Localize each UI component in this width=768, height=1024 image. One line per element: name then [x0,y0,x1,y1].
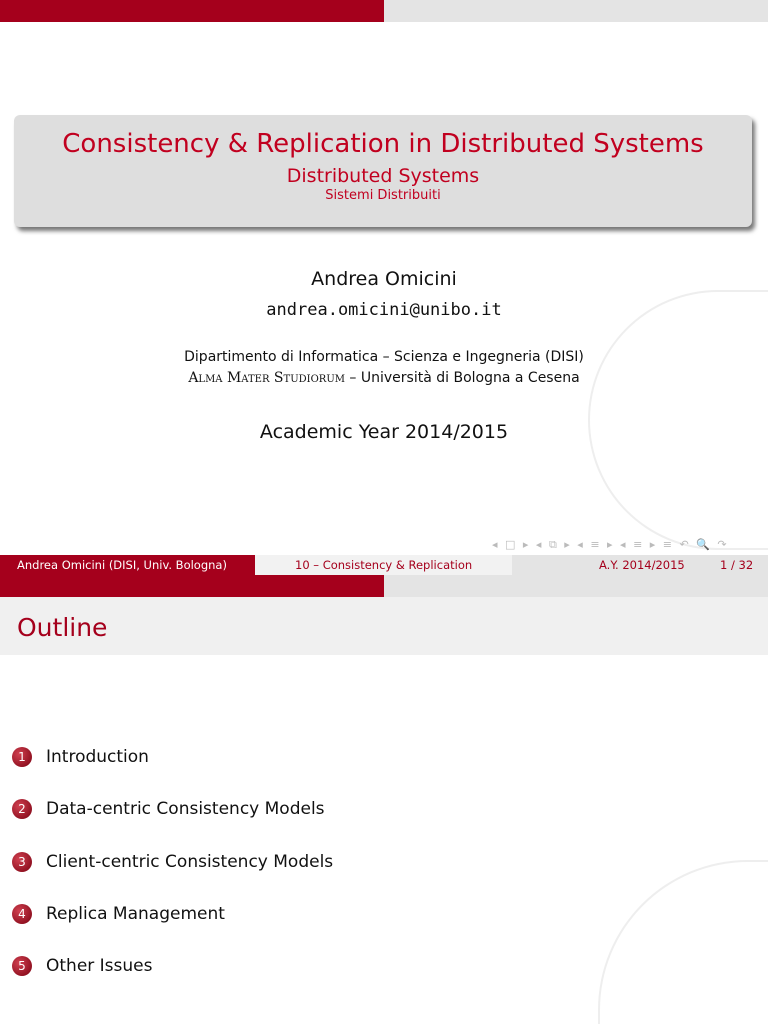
outline-item[interactable] [12,852,333,872]
university-seal-watermark [598,860,768,1024]
footer-title: 10 – Consistency & Replication [255,555,512,575]
footer-author: Andrea Omicini (DISI, Univ. Bologna) [0,555,255,575]
university-name: Alma Mater Studiorum [188,370,345,386]
outline-item[interactable] [12,956,153,976]
outline-item[interactable] [12,747,149,767]
university [0,370,768,386]
number-bullet-icon: 2 [12,799,32,819]
outline-item-label: Data-centric Consistency Models [46,799,325,819]
number-bullet-icon: 3 [12,852,32,872]
footer-year: A.Y. 2014/2015 [599,558,685,572]
subtitle: Distributed Systems [286,165,480,187]
number-bullet-icon: 5 [12,956,32,976]
institution: Dipartimento di Informatica – Scienza e Ingegneria (DISI) [184,349,584,365]
email: andrea.omicini@unibo.it [266,300,502,320]
academic-year: Academic Year 2014/2015 [259,421,509,443]
outline-item-label: Replica Management [46,904,225,924]
outline-item-label: Introduction [46,747,149,767]
author: Andrea Omicini [311,268,457,290]
top-bar-red [0,575,384,597]
outline-item-label: Other Issues [46,956,153,976]
number-bullet-icon: 4 [12,904,32,924]
outline-item[interactable] [12,799,325,819]
presentation-title: Consistency & Replication in Distributed Systems [62,129,704,159]
university-location: – Università di Bologna a Cesena [344,370,580,386]
frame-title: Outline [17,613,108,642]
frame-title-bar [0,597,768,655]
navigation-controls[interactable]: ◂ □ ▸ ◂ ⧉ ▸ ◂ ≡ ▸ ◂ ≡ ▸ ≡ ↶ 🔍 ↷ [492,538,729,551]
university-seal-watermark [588,290,768,550]
top-bar-red [0,0,384,22]
footer-right [512,555,768,575]
outline-item[interactable] [12,904,225,924]
outline-item-label: Client-centric Consistency Models [46,852,334,872]
subsubtitle: Sistemi Distribuiti [325,188,441,203]
title-box [14,115,752,227]
top-bar-gray [384,575,768,597]
footer-page: 1 / 32 [720,558,754,572]
top-bar-gray [384,0,768,22]
number-bullet-icon: 1 [12,747,32,767]
